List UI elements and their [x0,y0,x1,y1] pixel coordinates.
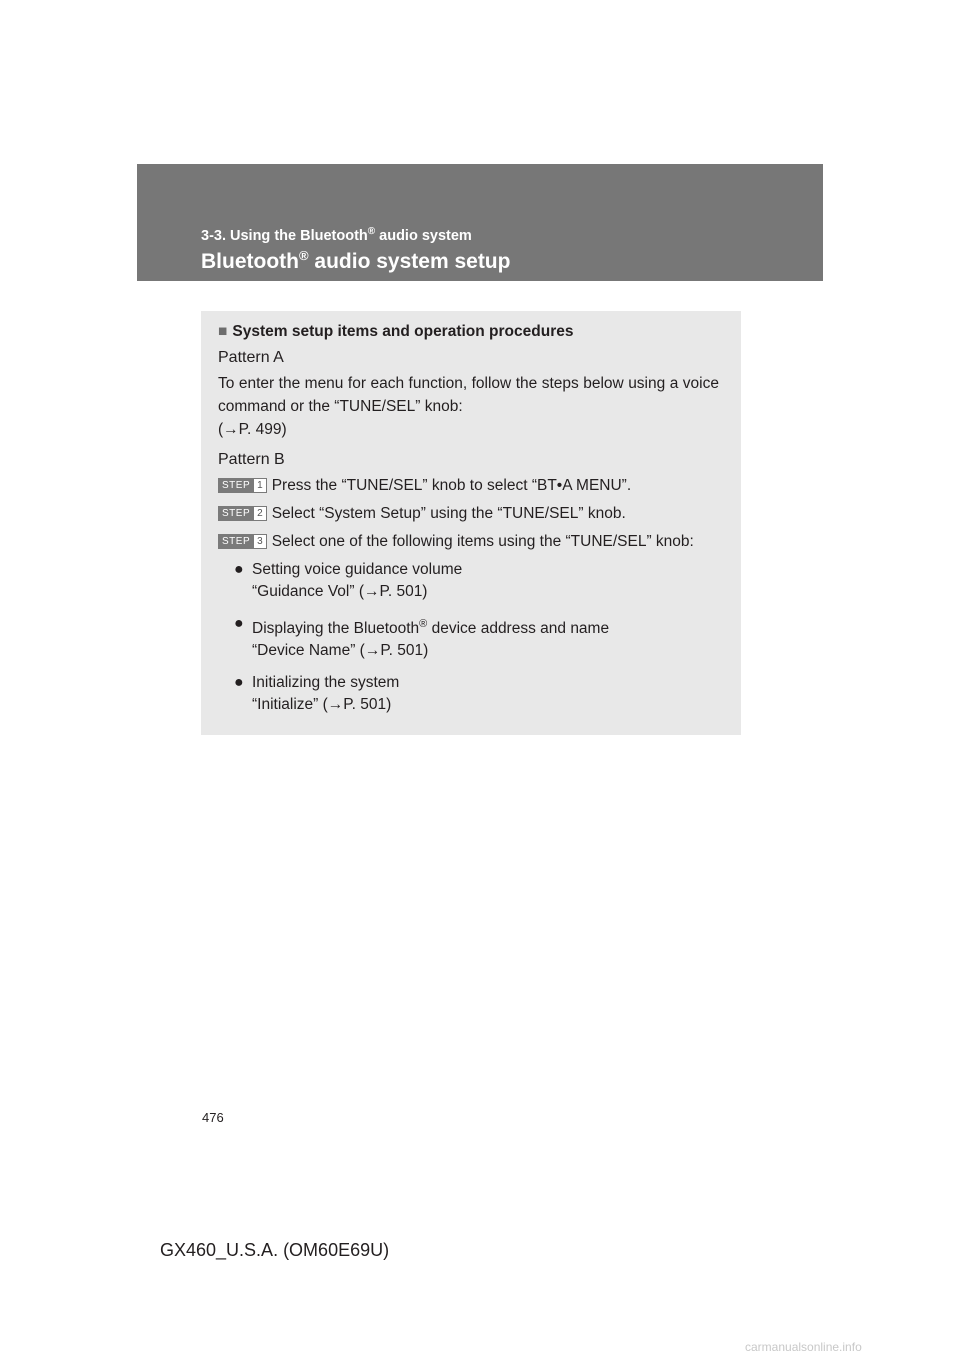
watermark: carmanualsonline.info [745,1340,862,1354]
list-item: ● Setting voice guidance volume “Guidance Vol” (→P. 501) [234,559,719,603]
step-2-icon: STEP 2 [218,506,267,521]
info-box [201,311,741,735]
step-3-icon: STEP 3 [218,534,267,549]
pattern-b-title: Pattern B [218,451,285,468]
step-3-text: Select one of the following items using the “TUNE/SEL” knob: [271,533,694,550]
list-item: ● Initializing the system “Initialize” (→P. 501) [234,672,719,716]
step-1-text: Press the “TUNE/SEL” knob to select “BT•A MENU”. [271,477,632,494]
step-2 [218,503,719,524]
bullet-icon: ● [234,615,244,632]
step-1-icon: STEP 1 [218,478,267,493]
pattern-a-text: To enter the menu for each function, follow the steps below using a voice command or the “TUNE/SEL” knob: [218,375,719,415]
pattern-a-reference: (→P. 499) [218,421,287,438]
step-3 [218,531,719,552]
page-number: 476 [202,1110,224,1125]
list-item: ● Displaying the Bluetooth® device address and name “Device Name” (→P. 501) [234,613,719,662]
square-bullet-icon: ■ [218,323,228,340]
step-2-text: Select “System Setup” using the “TUNE/SEL” knob. [271,505,626,522]
pattern-a-title: Pattern A [218,349,284,366]
footer-code: GX460_U.S.A. (OM60E69U) [160,1240,390,1260]
bullet-icon: ● [234,561,244,578]
page-title: Bluetooth® audio system setup [201,248,511,273]
section-label: 3-3. Using the Bluetooth® audio system [201,226,472,244]
option-list [234,559,719,716]
step-1 [218,475,719,496]
header-band [137,164,823,281]
bullet-icon: ● [234,674,244,692]
box-heading: ■ System setup items and operation procedures [218,323,574,340]
